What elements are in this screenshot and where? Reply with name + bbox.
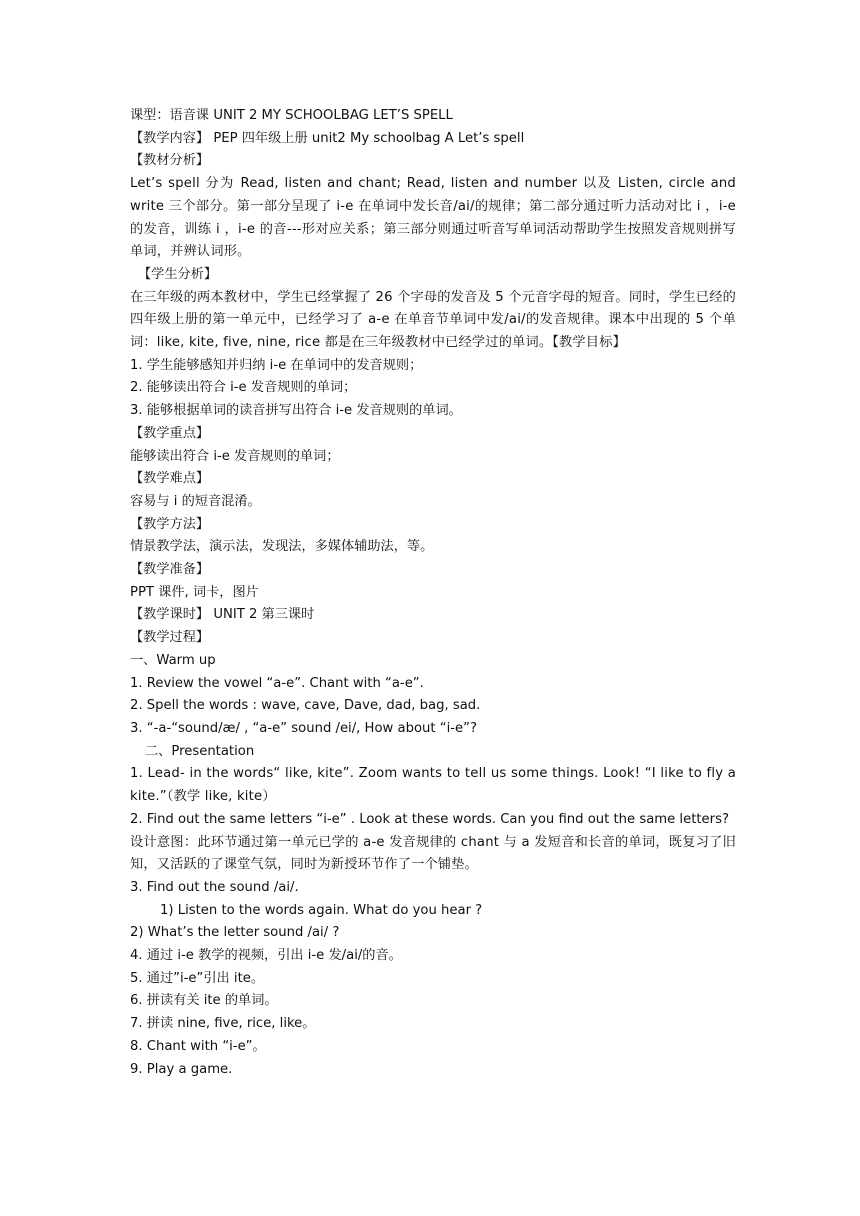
presentation-step: 4. 通过 i-e 教学的视频，引出 i-e 发/ai/的音。 (130, 948, 402, 964)
teaching-process-heading: 【教学过程】 (130, 630, 210, 646)
presentation-step-find-sound: 3. Find out the sound /ai/. (130, 879, 299, 895)
key-point-heading: 【教学重点】 (130, 425, 210, 441)
objective-item: 2. 能够读出符合 i-e 发音规则的单词； (130, 380, 357, 396)
warmup-step: 3. “-a-“sound/æ/ , “a-e” sound /ei/, How about “i-e”? (130, 720, 477, 736)
student-analysis-heading: 【学生分析】 (138, 266, 218, 282)
presentation-heading: 二、Presentation (145, 743, 255, 759)
teaching-prep-text: PPT 课件, 词卡，图片 (130, 584, 259, 600)
warmup-step: 2. Spell the words : wave, cave, Dave, dad, bag, sad. (130, 698, 481, 714)
warmup-heading: 一、Warm up (130, 652, 216, 668)
student-analysis-paragraph: 在三年级的两本教材中，学生已经掌握了 26 个字母的发音及 5 个元音字母的短音。同时，学生已经的四年级上册的第一单元中，已经学习了 a-e 在单音节单词中发/ai/的发音规律。课本中出现的 5 个单词：like, kite, five, nine, rice 都是在三年级教材中已经学过的单词。【教学目标】 (130, 289, 736, 351)
objective-item: 1. 学生能够感知并归纳 i-e 在单词中的发音规则； (130, 357, 423, 373)
presentation-step: 5. 通过”i-e”引出 ite。 (130, 970, 265, 986)
warmup-step: 1. Review the vowel “a-e”. Chant with “a-e”. (130, 675, 424, 691)
difficult-point-heading: 【教学难点】 (130, 471, 210, 487)
teaching-method-text: 情景教学法，演示法，发现法，多媒体辅助法，等。 (130, 539, 434, 555)
presentation-step-find-letters: 2. Find out the same letters “i-e” . Look at these words. Can you find out the same letters? (130, 811, 729, 827)
presentation-step: 7. 拼读 nine, five, rice, like。 (130, 1016, 316, 1032)
sub-step-listen: 1) Listen to the words again. What do you hear ? (160, 902, 483, 918)
textbook-analysis-heading: 【教材分析】 (130, 153, 210, 169)
presentation-step: 8. Chant with “i-e”。 (130, 1038, 266, 1054)
presentation-step: 6. 拼读有关 ite 的单词。 (130, 993, 278, 1009)
objective-item: 3. 能够根据单词的读音拼写出符合 i-e 发音规则的单词。 (130, 403, 462, 419)
lesson-plan-body (130, 105, 736, 1081)
textbook-analysis-paragraph: Let’s spell 分为 Read, listen and chant; Read, listen and number 以及 Listen, circle and write 三个部分。第一部分呈现了 i-e 在单词中发长音/ai/的规律；第二部分通过听力活动对比 i ，i-e 的发音，训练 i ，i-e 的音---形对应关系；第三部分则通过听音写单词活动帮助学生按照发音规则拼写单词，并辨认词形。 (130, 176, 736, 260)
teaching-prep-heading: 【教学准备】 (130, 562, 210, 578)
teaching-content-line: 【教学内容】 PEP 四年级上册 unit2 My schoolbag A Let’s spell (130, 130, 525, 146)
presentation-step-lead-in: 1. Lead- in the words“ like, kite”. Zoom wants to tell us some things. Look! “I like to fly a kite.”（教学 like, kite） (130, 766, 736, 805)
key-point-text: 能够读出符合 i-e 发音规则的单词； (130, 448, 340, 464)
teaching-method-heading: 【教学方法】 (130, 516, 210, 532)
difficult-point-text: 容易与 i 的短音混淆。 (130, 493, 261, 509)
teaching-period-line: 【教学课时】 UNIT 2 第三课时 (130, 607, 315, 623)
sub-step-letter-sound: 2) What’s the letter sound /ai/ ? (130, 925, 340, 941)
lesson-type-line: 课型：语音课 UNIT 2 MY SCHOOLBAG LET’S SPELL (130, 108, 453, 123)
presentation-step: 9. Play a game. (130, 1061, 233, 1077)
design-intent-paragraph: 设计意图：此环节通过第一单元已学的 a-e 发音规律的 chant 与 a 发短音和长音的单词，既复习了旧知，又活跃的了课堂气氛，同时为新授环节作了一个铺垫。 (130, 834, 736, 873)
